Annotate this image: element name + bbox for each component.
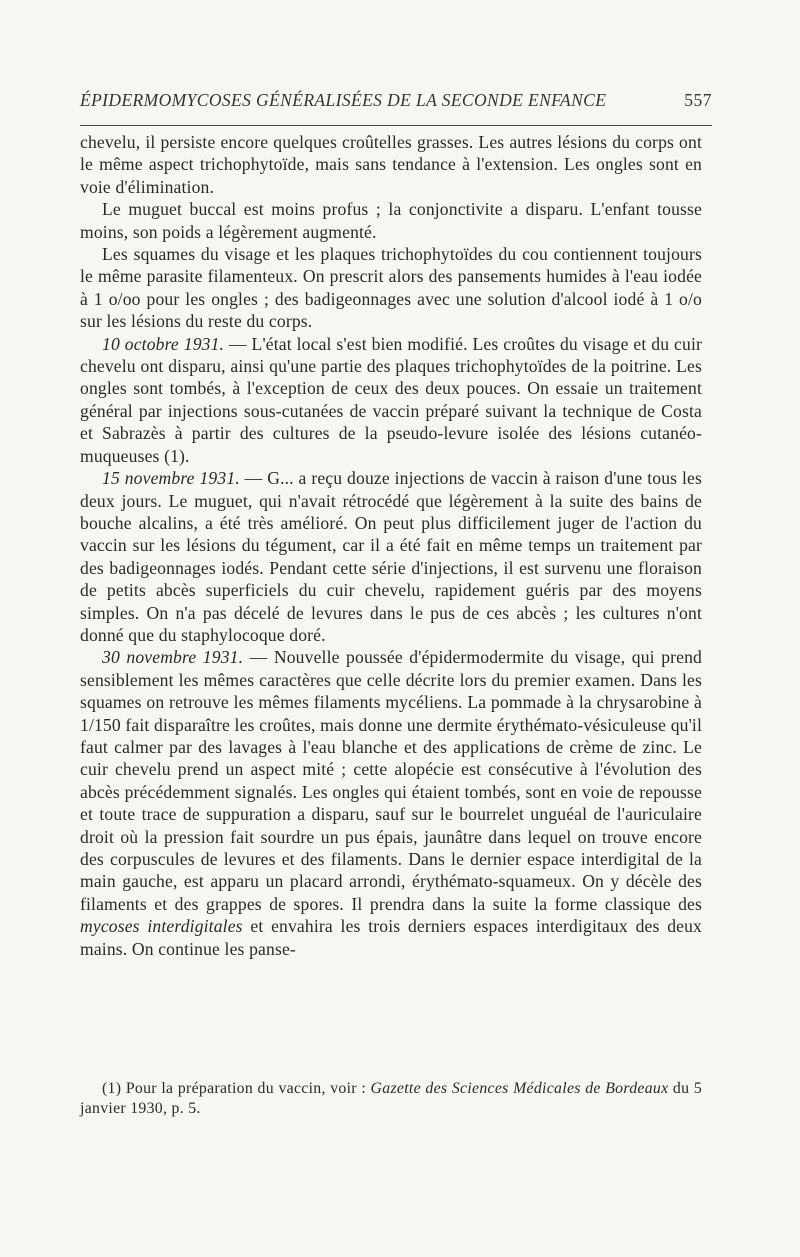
paragraph-text: — G... a reçu douze injections de vaccin à raison d'une tous les deux jours. Le muguet, qui n'avait rétrocédé que légèrement à la suite des bains de bouche alcalins, a été très amélioré. On peut plus difficilement juger de l'action du vaccin sur les lésions du tégument, car il a été fait en même temps un traitement par des badigeonnages iodés. Pendant cette série d'injections, il est survenu une floraison de petits abcès superficiels du cuir chevelu, rapidement guéris par des moyens simples. On n'a pas décelé de levures dans le pus de ces abcès ; les cultures n'ont donné que du staphylocoque doré. <box>80 468 702 645</box>
journal-title: Gazette des Sciences Médicales de Bordeaux <box>370 1080 669 1097</box>
footnote-body: Pour la préparation du vaccin, voir : <box>121 1080 371 1097</box>
paragraph <box>80 467 702 646</box>
running-title: ÉPIDERMOMYCOSES GÉNÉRALISÉES DE LA SECONDE ENFANCE <box>80 90 607 110</box>
paragraph-text: et envahira les trois derniers espaces interdigitaux des deux mains. On continue les panse- <box>80 916 702 959</box>
paragraph-text: — Nouvelle poussée d'épidermodermite du visage, qui prend sensiblement les mêmes caractères que celle décrite lors du premier examen. Dans les squames on retrouve les mêmes filaments mycéliens. La pommade à la chrysarobine à 1/150 fait disparaître les croûtes, mais donne une dermite érythémato-vésiculeuse qu'il faut calmer par des lavages à l'eau blanche et des applications de crème de zinc. Le cuir chevelu prend un aspect mité ; cette alopécie est consécutive à l'évolution des abcès précédemment signalés. Les ongles qui étaient tombés, sont en voie de repousse et toute trace de suppuration a disparu, sauf sur le bourrelet unguéal de l'auriculaire droit où la pression fait sourdre un pus épais, jaunâtre dans lequel on trouve encore des corpuscules de levures et des filaments. Dans le dernier espace interdigital de la main gauche, est apparu un placard arrondi, érythémato-squameux. On y décèle des filaments et des grappes de spores. Il prendra dans la suite la forme classique des <box>80 647 702 914</box>
entry-date: 15 novembre 1931. <box>102 468 240 489</box>
footnote-body: du 5 janvier 1930, p. 5. <box>80 1080 703 1117</box>
paragraph <box>80 198 702 243</box>
paragraph <box>80 131 702 198</box>
paragraph-text: — L'état local s'est bien modifié. Les croûtes du visage et du cuir chevelu ont disparu, ainsi qu'une partie des plaques trichophytoïdes de la poitrine. Les ongles sont tombés, à l'exception de ceux des deux pouces. On essaie un traitement général par injections sous-cutanées de vaccin préparé suivant la technique de Costa et Sabrazès à partir des cultures de la pseudo-levure isolée des lésions cutanéo-muqueuses (1). <box>80 333 702 466</box>
paragraph <box>80 646 702 960</box>
footnote-text <box>80 1079 702 1119</box>
paragraph <box>80 243 702 333</box>
footnote <box>80 1079 702 1119</box>
header-rule <box>80 125 712 126</box>
footnote-marker: (1) <box>102 1080 122 1097</box>
page-number: 557 <box>684 90 712 110</box>
paragraph-text: Les squames du visage et les plaques trichophytoïdes du cou contiennent toujours le même parasite filamenteux. On prescrit alors des pansements humides à l'eau iodée à 1 o/oo pour les ongles ; des badigeonnages avec une solution d'alcool iodé à 1 o/o sur les lésions du reste du corps. <box>80 244 702 332</box>
body-text <box>80 131 702 960</box>
italic-term: mycoses interdigitales <box>80 916 243 937</box>
paragraph-text: Le muguet buccal est moins profus ; la conjonctivite a disparu. L'enfant tousse moins, son poids a légèrement augmenté. <box>80 199 702 242</box>
entry-date: 10 octobre 1931. <box>102 333 225 354</box>
paragraph-text: chevelu, il persiste encore quelques croûtelles grasses. Les autres lésions du corps ont le même aspect trichophytoïde, mais sans tendance à l'extension. Les ongles sont en voie d'élimination. <box>80 132 702 197</box>
entry-date: 30 novembre 1931. <box>102 647 244 668</box>
paragraph <box>80 333 702 467</box>
